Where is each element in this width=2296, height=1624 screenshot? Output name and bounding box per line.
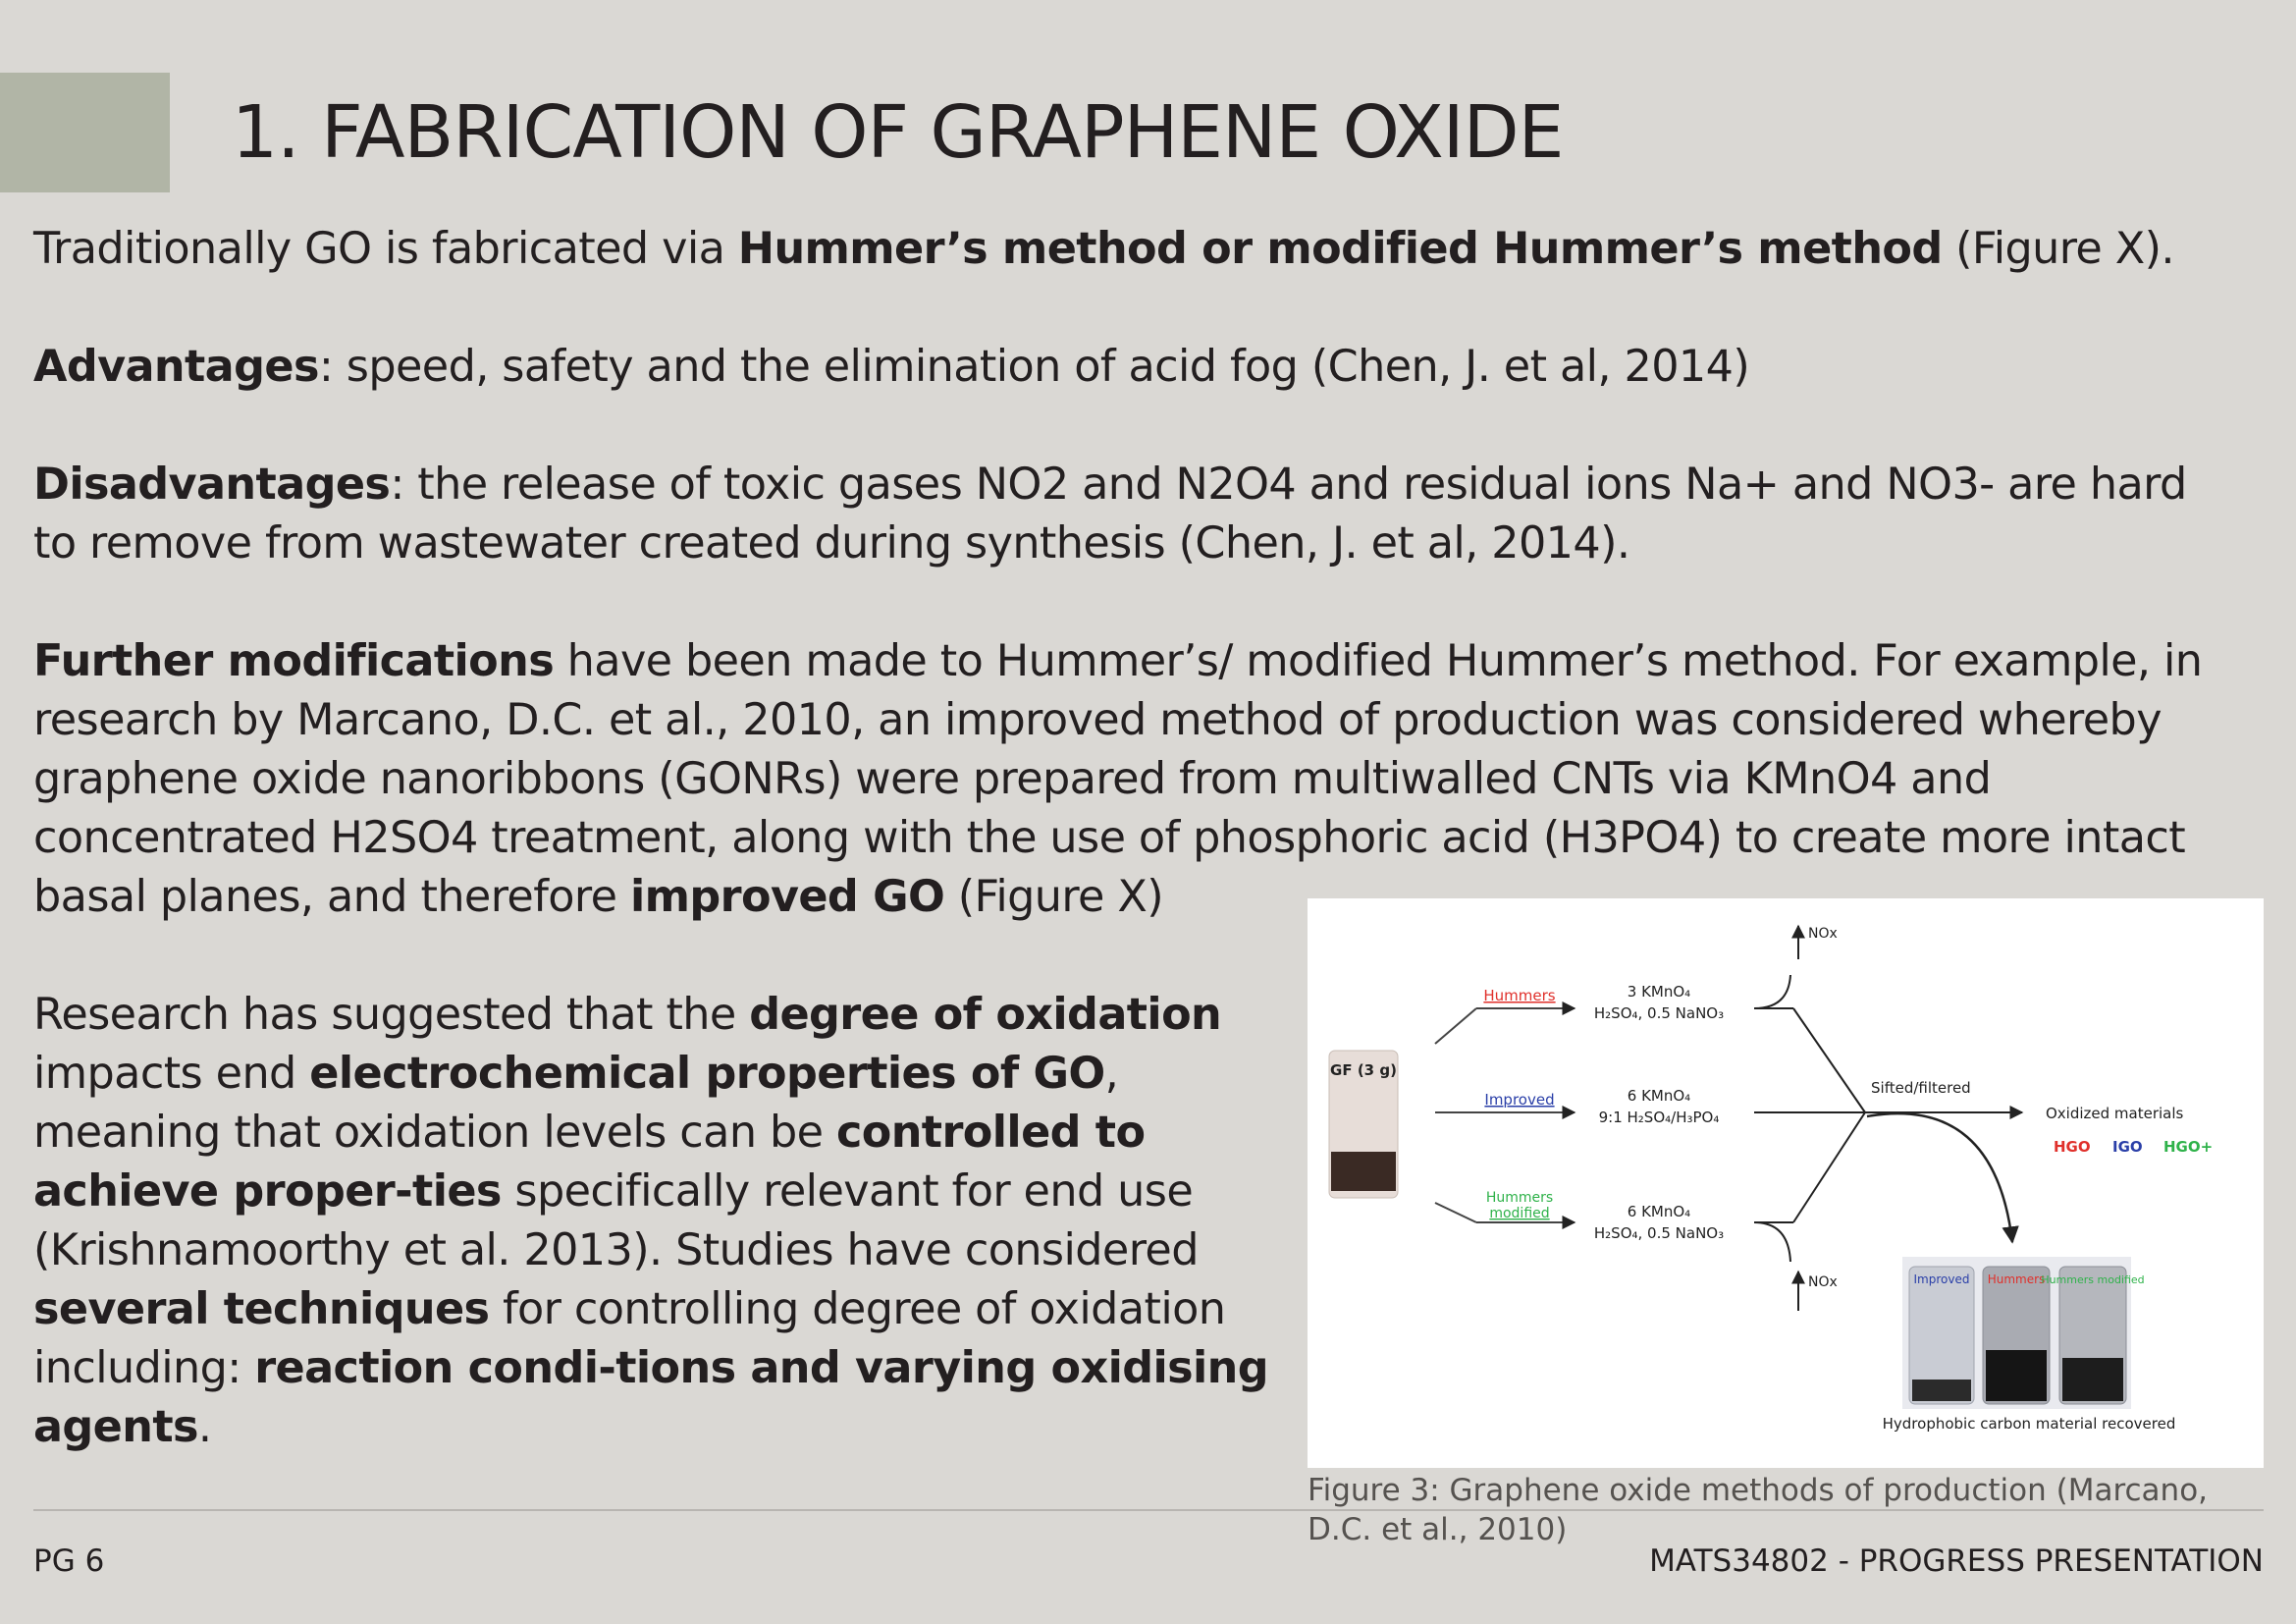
title-accent-block (0, 73, 170, 192)
igo-label: IGO (2112, 1138, 2143, 1156)
course-label: MATS34802 - PROGRESS PRESENTATION (1649, 1543, 2264, 1579)
figure-graphene-oxide-methods (1308, 898, 2264, 1468)
page-title: 1. FABRICATION OF GRAPHENE OXIDE (232, 90, 1564, 175)
modified-route-line (1435, 1203, 1476, 1222)
gf-label: GF (3 g) (1330, 1061, 1397, 1079)
jar-improved-label: Improved (1913, 1272, 1970, 1286)
recovered-label: Hydrophobic carbon material recovered (1882, 1415, 2176, 1433)
hummers-route-line (1435, 1008, 1476, 1044)
hgo-label: HGO (2054, 1138, 2091, 1156)
product-jars (1902, 1257, 2145, 1409)
recovery-curve-arrow (1867, 1113, 2012, 1242)
figure-diagram (1308, 898, 2264, 1468)
hgo-plus-label: HGO+ (2163, 1138, 2214, 1156)
figure-caption: Figure 3: Graphene oxide methods of production (Marcano, D.C. et al., 2010) (1308, 1473, 2209, 1547)
improved-cond-1: 6 KMnO₄ (1627, 1087, 1691, 1105)
nox-top-curve (1754, 975, 1790, 1008)
hummers-merge-diag (1793, 1008, 1865, 1112)
graphite-jar (1329, 1051, 1398, 1198)
paragraph-advantages: Advantages: speed, safety and the elimination of acid fog (Chen, J. et al, 2014) (33, 342, 1750, 392)
paragraph-intro: Traditionally GO is fabricated via Hummer’s method or modified Hummer’s method (Figure X). (33, 224, 2174, 274)
nox-bottom-curve (1754, 1222, 1790, 1262)
jar-modified-label: Hummers modified (2041, 1273, 2145, 1286)
improved-label: Improved (1484, 1091, 1555, 1109)
page-number: PG 6 (33, 1543, 105, 1579)
modified-label-1: Hummers (1485, 1190, 1554, 1206)
oxidized-label: Oxidized materials (2046, 1105, 2184, 1122)
modified-cond-2: H₂SO₄, 0.5 NaNO₃ (1593, 1224, 1725, 1242)
paragraph-disadvantages: Disadvantages: the release of toxic gases NO2 and N2O4 and residual ions Na+ and NO3- are hard to remove from wastewater created during synthesis (Chen, J. et al, 2014). (33, 460, 2187, 568)
modified-merge-diag (1793, 1112, 1865, 1222)
modified-cond-1: 6 KMnO₄ (1627, 1203, 1691, 1220)
hummers-cond-2: H₂SO₄, 0.5 NaNO₃ (1593, 1004, 1725, 1022)
hummers-label: Hummers (1483, 987, 1556, 1004)
footer-divider (33, 1509, 2264, 1511)
hummers-cond-1: 3 KMnO₄ (1627, 983, 1691, 1001)
modified-label-2: modified (1489, 1206, 1550, 1221)
nox-bottom-label: NOx (1808, 1274, 1838, 1290)
improved-cond-2: 9:1 H₂SO₄/H₃PO₄ (1598, 1109, 1720, 1126)
jar-hummers-label: Hummers (1987, 1272, 2046, 1286)
paragraph-oxidation-degree: Research has suggested that the degree of oxidation impacts end electrochemical properties of GO, meaning that oxidation levels can be controlled to achieve proper-ties specifically relevant for end use (Krishnamoorthy et al. 2013). Studies have considered several techniques for controlling degree of oxidation including: reaction condi-tions and varying oxidising agents. (33, 990, 1269, 1452)
paragraph-further-modifications: Further modifications have been made to Hummer’s/ modified Hummer’s method. For example, in research by Marcano, D.C. et al., 2010, an improved method of production was considered whereby graphene oxide nanoribbons (GONRs) were prepared from multiwalled CNTs via KMnO4 and concentrated H2SO4 treatment, along with the use of phosphoric acid (H3PO4) to create more intact basal planes, and therefore improved GO (Figure X) (33, 636, 2203, 922)
nox-top-label: NOx (1808, 926, 1838, 942)
sifted-label: Sifted/filtered (1871, 1079, 1971, 1097)
